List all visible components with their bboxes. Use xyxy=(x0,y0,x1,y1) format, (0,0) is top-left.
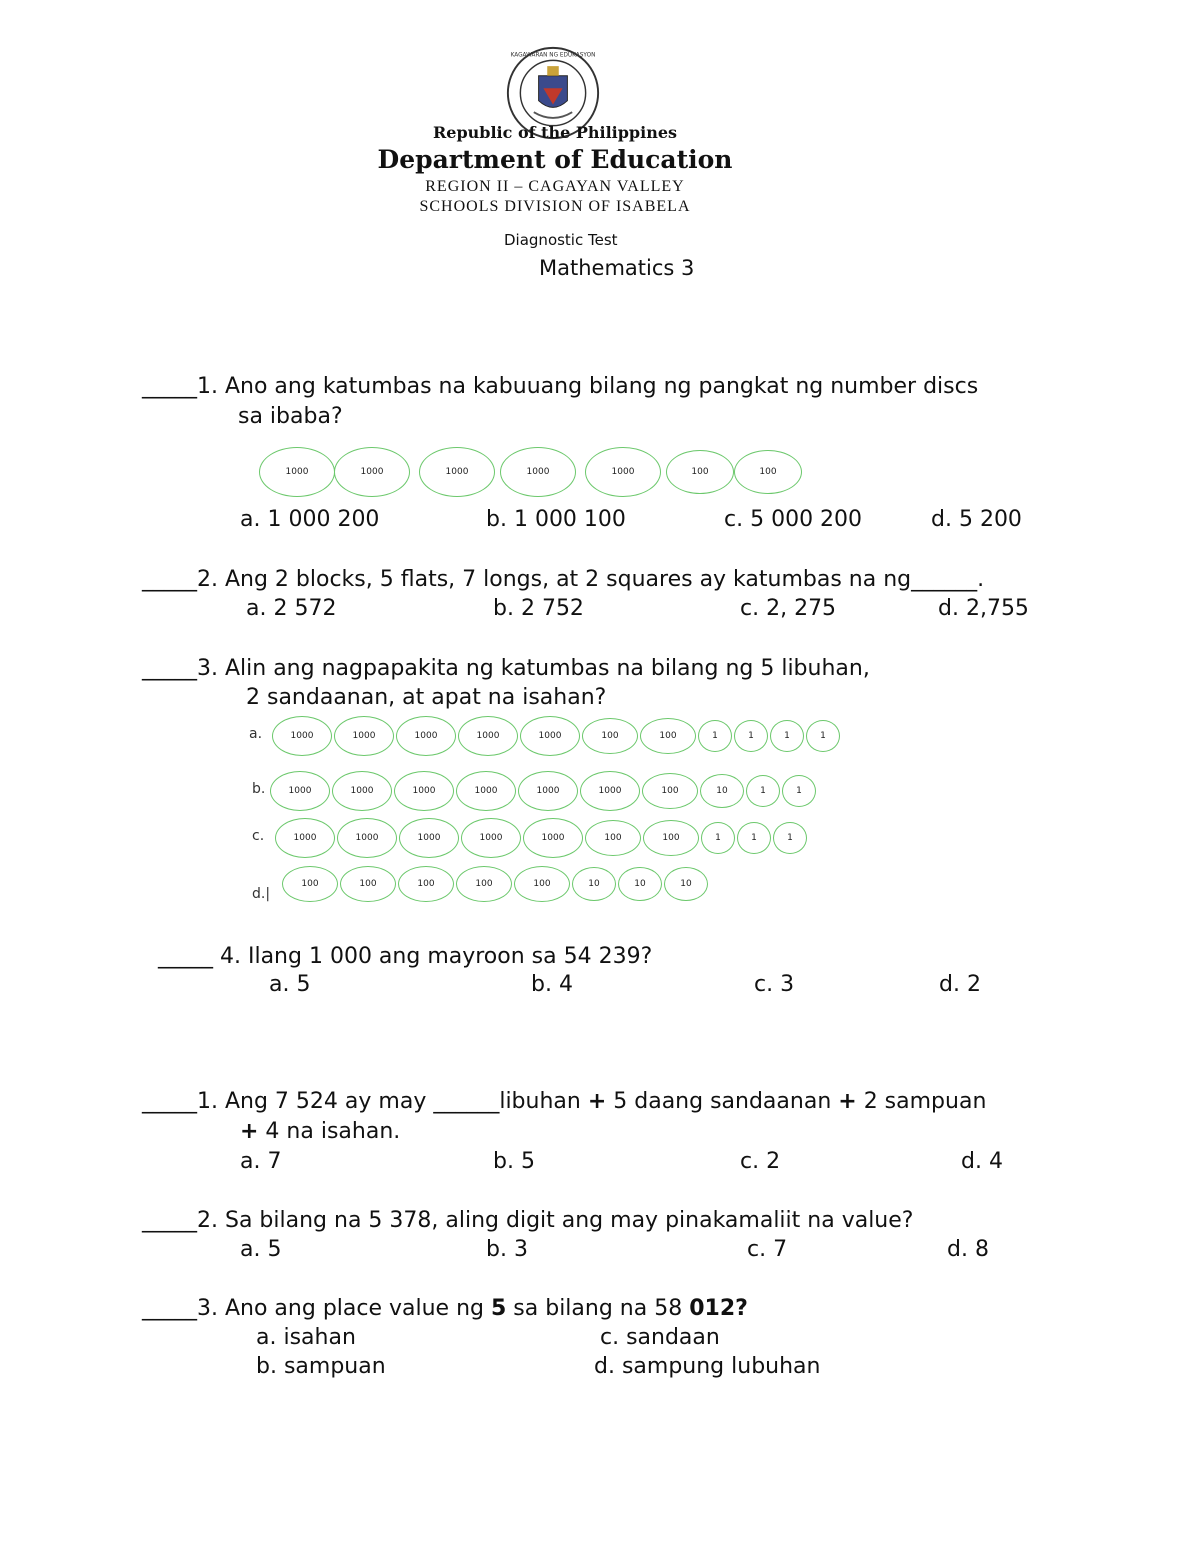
q1-option-c[interactable]: c. 5 000 200 xyxy=(724,507,863,532)
p2-q3-stem: _____3. Ano ang place value ng 5 sa bilang na 58 012? xyxy=(142,1296,748,1321)
number-disc-1000: 1000 xyxy=(458,716,518,756)
number-disc-1: 1 xyxy=(737,822,771,854)
number-disc-1: 1 xyxy=(806,720,840,752)
number-disc-100: 100 xyxy=(456,866,512,902)
number-disc-1000: 1000 xyxy=(259,447,335,497)
q1-stem-line2: sa ibaba? xyxy=(238,404,343,429)
q2-option-a[interactable]: a. 2 572 xyxy=(246,596,337,621)
number-disc-100: 100 xyxy=(643,820,699,856)
p2-q1-option-b[interactable]: b. 5 xyxy=(493,1149,535,1174)
number-disc-100: 100 xyxy=(582,718,638,754)
number-disc-1000: 1000 xyxy=(520,716,580,756)
number-disc-10: 10 xyxy=(664,867,708,901)
number-disc-1000: 1000 xyxy=(456,771,516,811)
p2-q3-option-a[interactable]: a. isahan xyxy=(256,1325,356,1350)
q3-row-label[interactable]: d.| xyxy=(252,886,271,902)
number-disc-1: 1 xyxy=(701,822,735,854)
q3-stem-line1: _____3. Alin ang nagpapakita ng katumbas na bilang ng 5 libuhan, xyxy=(142,656,870,681)
number-disc-100: 100 xyxy=(642,773,698,809)
number-disc-100: 100 xyxy=(640,718,696,754)
number-disc-1000: 1000 xyxy=(272,716,332,756)
q1-stem-line1: _____1. Ano ang katumbas na kabuuang bilang ng pangkat ng number discs xyxy=(142,374,979,399)
plus-sign: + xyxy=(587,1089,607,1114)
number-disc-100: 100 xyxy=(514,866,570,902)
number-disc-1000: 1000 xyxy=(332,771,392,811)
number-disc-1000: 1000 xyxy=(396,716,456,756)
number-disc-100: 100 xyxy=(734,450,802,494)
p2-q2-option-b[interactable]: b. 3 xyxy=(486,1237,528,1262)
number-disc-1: 1 xyxy=(698,720,732,752)
number-disc-1000: 1000 xyxy=(270,771,330,811)
number-disc-10: 10 xyxy=(572,867,616,901)
number-disc-100: 100 xyxy=(666,450,734,494)
p2-q1-option-a[interactable]: a. 7 xyxy=(240,1149,282,1174)
number-disc-1: 1 xyxy=(773,822,807,854)
plus-sign: + xyxy=(240,1119,259,1144)
q2-option-d[interactable]: d. 2,755 xyxy=(938,596,1029,621)
q3-row-label[interactable]: b. xyxy=(252,781,266,797)
p2-q2-stem: _____2. Sa bilang na 5 378, aling digit ang may pinakamaliit na value? xyxy=(142,1208,914,1233)
p2-q1-option-c[interactable]: c. 2 xyxy=(740,1149,781,1174)
number-disc-1000: 1000 xyxy=(337,818,397,858)
q1-option-d[interactable]: d. 5 200 xyxy=(931,507,1022,532)
q1-option-a[interactable]: a. 1 000 200 xyxy=(240,507,380,532)
p2-q1-stem-line2: + 4 na isahan. xyxy=(240,1119,401,1144)
test-title: Diagnostic Test xyxy=(504,231,618,249)
q4-option-a[interactable]: a. 5 xyxy=(269,972,311,997)
republic-heading: Republic of the Philippines xyxy=(432,123,678,142)
subject-title: Mathematics 3 xyxy=(539,256,695,280)
number-disc-100: 100 xyxy=(585,820,641,856)
division-heading: SCHOOLS DIVISION OF ISABELA xyxy=(419,198,691,215)
number-disc-1000: 1000 xyxy=(585,447,661,497)
number-disc-1000: 1000 xyxy=(518,771,578,811)
p2-q1-stem-line1: _____1. Ang 7 524 ay may ______libuhan + 5 daang sandaanan + 2 sampuan xyxy=(142,1089,987,1114)
number-disc-10: 10 xyxy=(700,774,744,808)
number-disc-1000: 1000 xyxy=(394,771,454,811)
q2-stem: _____2. Ang 2 blocks, 5 flats, 7 longs, at 2 squares ay katumbas na ng______. xyxy=(142,567,985,592)
p2-q1-option-d[interactable]: d. 4 xyxy=(961,1149,1003,1174)
number-disc-1000: 1000 xyxy=(275,818,335,858)
q3-row-label[interactable]: c. xyxy=(252,828,265,844)
number-disc-1000: 1000 xyxy=(500,447,576,497)
p2-q2-option-a[interactable]: a. 5 xyxy=(240,1237,282,1262)
number-disc-1000: 1000 xyxy=(419,447,495,497)
number-disc-100: 100 xyxy=(398,866,454,902)
number-disc-1: 1 xyxy=(782,775,816,807)
q4-option-c[interactable]: c. 3 xyxy=(754,972,795,997)
number-disc-1000: 1000 xyxy=(334,447,410,497)
q4-option-d[interactable]: d. 2 xyxy=(939,972,981,997)
svg-text:KAGAWARAN NG EDUKASYON: KAGAWARAN NG EDUKASYON xyxy=(510,52,596,59)
number-disc-10: 10 xyxy=(618,867,662,901)
p2-q3-option-d[interactable]: d. sampung lubuhan xyxy=(594,1354,821,1379)
q3-stem-line2: 2 sandaanan, at apat na isahan? xyxy=(246,685,607,710)
number-disc-100: 100 xyxy=(340,866,396,902)
q1-option-b[interactable]: b. 1 000 100 xyxy=(486,507,626,532)
q2-option-b[interactable]: b. 2 752 xyxy=(493,596,584,621)
p2-q2-option-c[interactable]: c. 7 xyxy=(747,1237,788,1262)
number-disc-1: 1 xyxy=(734,720,768,752)
q4-stem: _____ 4. Ilang 1 000 ang mayroon sa 54 239? xyxy=(158,944,653,969)
number-disc-1000: 1000 xyxy=(399,818,459,858)
p2-q3-option-b[interactable]: b. sampuan xyxy=(256,1354,386,1379)
number-disc-1000: 1000 xyxy=(523,818,583,858)
q2-option-c[interactable]: c. 2, 275 xyxy=(740,596,837,621)
plus-sign: + xyxy=(838,1089,857,1114)
department-heading: Department of Education xyxy=(377,145,733,174)
region-heading: REGION II – CAGAYAN VALLEY xyxy=(425,178,685,195)
number-disc-1000: 1000 xyxy=(334,716,394,756)
number-disc-1000: 1000 xyxy=(580,771,640,811)
number-disc-100: 100 xyxy=(282,866,338,902)
number-disc-1000: 1000 xyxy=(461,818,521,858)
number-disc-1: 1 xyxy=(746,775,780,807)
p2-q2-option-d[interactable]: d. 8 xyxy=(947,1237,989,1262)
number-disc-1: 1 xyxy=(770,720,804,752)
p2-q3-option-c[interactable]: c. sandaan xyxy=(600,1325,720,1350)
q3-row-label[interactable]: a. xyxy=(249,726,263,742)
q4-option-b[interactable]: b. 4 xyxy=(531,972,573,997)
